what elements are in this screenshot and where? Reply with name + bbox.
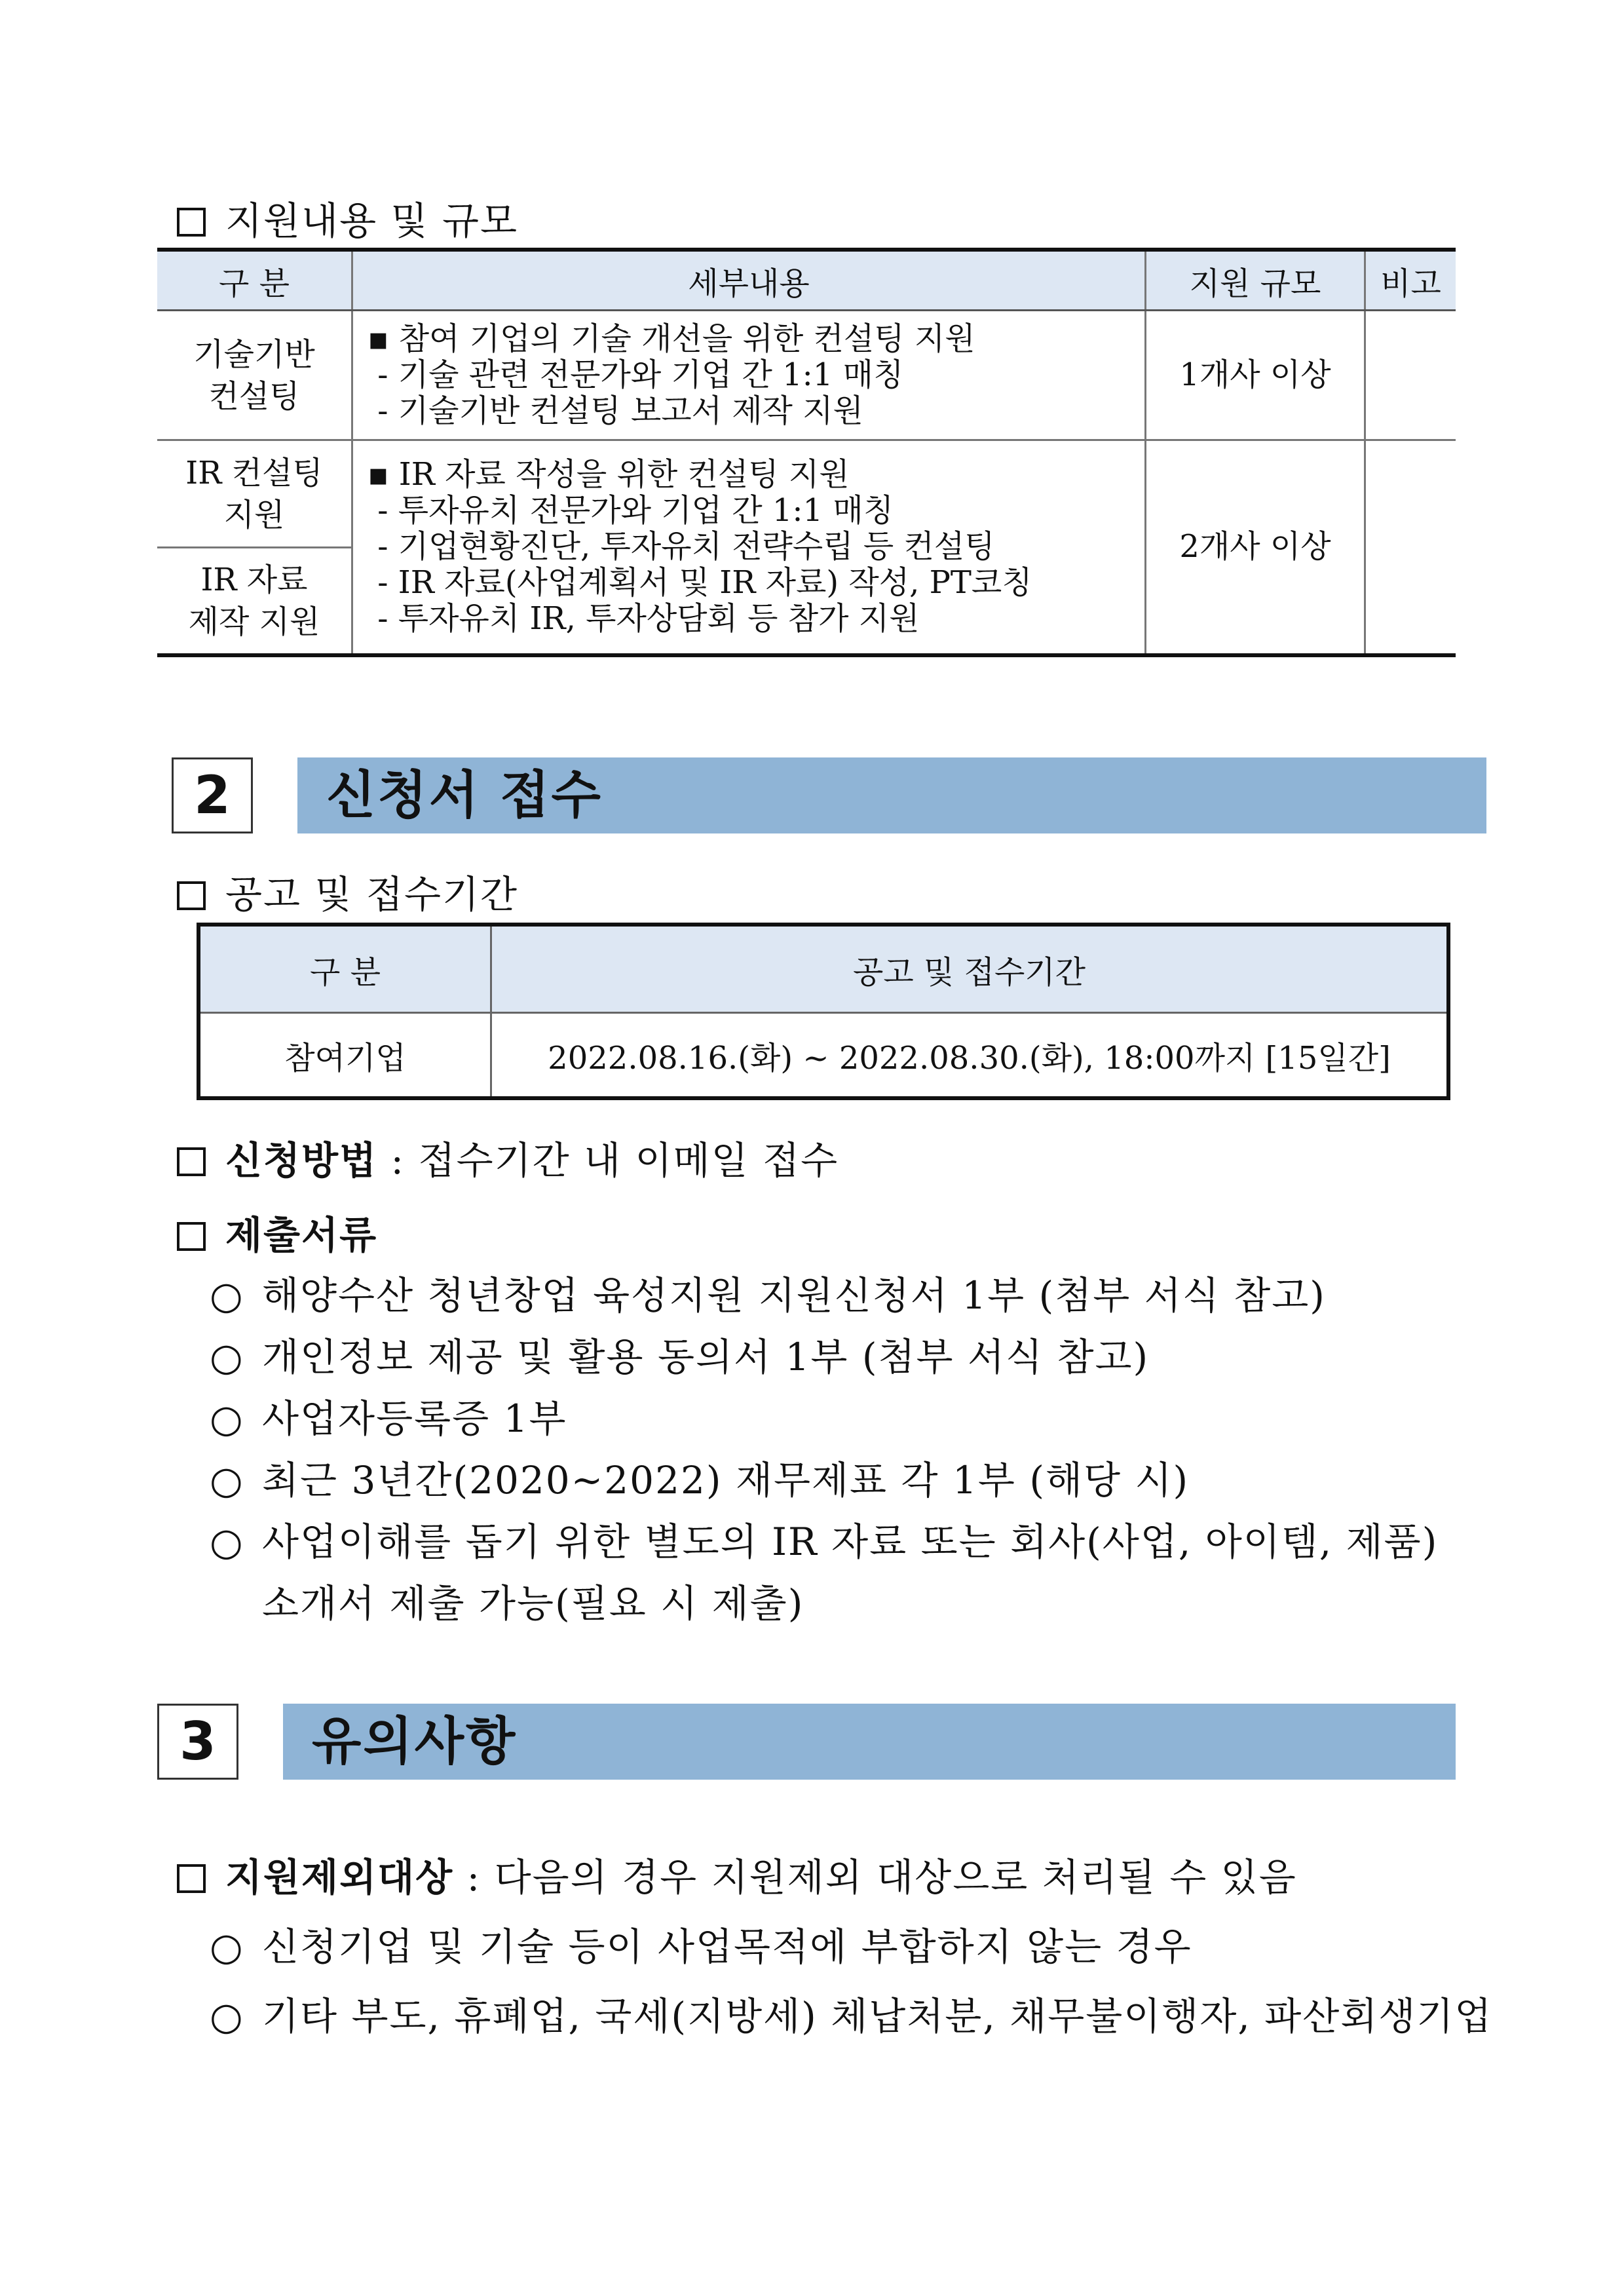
period-table-header-row [198,925,1448,1013]
section-3-number: 3 [157,1704,238,1780]
exclusion-label: 지원제외대상 [225,1855,454,1900]
category-line: 컨설팅 [208,377,300,415]
support-table-header-row [157,250,1456,311]
list-item [210,1265,1326,1320]
exclusion-heading [177,1846,1297,1902]
support-heading-text: 지원내용 및 규모 [225,199,519,243]
list-item-text: 사업이해를 돕기 위한 별도의 IR 자료 또는 회사(사업, 아이템, 제품) [262,1520,1439,1564]
table-row [157,440,1456,548]
category-cell [157,548,352,655]
period-heading-text: 공고 및 접수기간 [225,872,519,917]
category-line: 기술기반 [193,335,315,373]
header-category: 구 분 [198,925,491,1013]
list-item-text: 개인정보 제공 및 활용 동의서 1부 (첨부 서식 참고) [262,1335,1150,1379]
list-item [210,1388,567,1443]
list-item-text: 해양수산 청년창업 육성지원 지원신청서 1부 (첨부 서식 참고) [262,1273,1326,1318]
list-item-text: 최근 3년간(2020~2022) 재무제표 각 1부 (해당 시) [262,1458,1190,1502]
scale-cell: 1개사 이상 [1146,311,1365,440]
category-line: IR 컨설팅 [185,454,323,491]
category-line: IR 자료 [200,561,308,598]
detail-line: - 기술기반 컨설팅 보고서 제작 지원 [368,392,863,429]
docs-heading [177,1204,377,1259]
detail-cell [352,311,1146,440]
list-item [210,1326,1149,1381]
section-2-number: 2 [172,757,253,833]
circle-bullet-icon: ○ [210,1520,244,1564]
circle-bullet-icon: ○ [210,1994,244,2038]
checkbox-square-icon [177,1147,206,1176]
table-row [157,311,1456,440]
method-text: : 접수기간 내 이메일 접수 [377,1138,839,1183]
header-detail: 세부내용 [352,250,1146,311]
list-item [210,1916,1192,1971]
category-cell [157,311,352,440]
scale-cell: 2개사 이상 [1146,440,1365,655]
note-cell [1365,311,1456,440]
support-table [157,248,1456,657]
checkbox-square-icon [177,1864,206,1893]
list-item-text: 신청기업 및 기술 등이 사업목적에 부합하지 않는 경우 [262,1924,1192,1969]
category-line: 지원 [223,496,285,533]
detail-line: ▪ 참여 기업의 기술 개선을 위한 컨설팅 지원 [368,320,975,357]
section-3-title: 유의사항 [283,1704,1456,1780]
circle-bullet-icon: ○ [210,1396,244,1441]
exclusion-text: : 다음의 경우 지원제외 대상으로 처리될 수 있음 [453,1855,1297,1900]
section-support-heading [177,190,518,245]
list-item [210,1985,1492,2040]
method-label: 신청방법 [225,1138,378,1183]
circle-bullet-icon: ○ [210,1924,244,1969]
detail-cell [352,440,1146,655]
table-row [198,1013,1448,1099]
category-line: 제작 지원 [188,603,320,640]
header-scale: 지원 규모 [1146,250,1365,311]
period-heading [177,864,518,919]
header-category: 구 분 [157,250,352,311]
header-period: 공고 및 접수기간 [491,925,1449,1013]
list-item [210,1511,1438,1566]
detail-line: - 투자유치 전문가와 기업 간 1:1 매칭 [368,492,894,529]
detail-line: - 기업현황진단, 투자유치 전략수립 등 컨설팅 [368,528,995,565]
checkbox-square-icon [177,208,206,237]
method-heading [177,1130,839,1185]
period-table [197,923,1450,1100]
detail-line: - 기술 관련 전문가와 기업 간 1:1 매칭 [368,356,904,393]
category-cell: 참여기업 [198,1013,491,1099]
docs-label: 제출서류 [225,1213,378,1257]
list-item-text: 기타 부도, 휴폐업, 국세(지방세) 체납처분, 채무불이행자, 파산회생기업 [262,1994,1493,2038]
circle-bullet-icon: ○ [210,1273,244,1318]
circle-bullet-icon: ○ [210,1458,244,1502]
checkbox-square-icon [177,881,206,910]
note-cell [1365,440,1456,655]
list-item [210,1449,1189,1504]
list-item-continuation: 소개서 제출 가능(필요 시 제출) [262,1581,804,1626]
section-2-title: 신청서 접수 [297,757,1486,833]
detail-line: - 투자유치 IR, 투자상담회 등 참가 지원 [368,600,920,638]
detail-line: - IR 자료(사업계획서 및 IR 자료) 작성, PT코칭 [368,564,1032,602]
period-cell: 2022.08.16.(화) ~ 2022.08.30.(화), 18:00까지 [15일간] [548,1039,1391,1077]
header-note: 비고 [1365,250,1456,311]
checkbox-square-icon [177,1222,206,1251]
list-item-text: 사업자등록증 1부 [262,1396,567,1441]
detail-line: ▪ IR 자료 작성을 위한 컨설팅 지원 [368,456,850,493]
circle-bullet-icon: ○ [210,1335,244,1379]
category-cell [157,440,352,548]
